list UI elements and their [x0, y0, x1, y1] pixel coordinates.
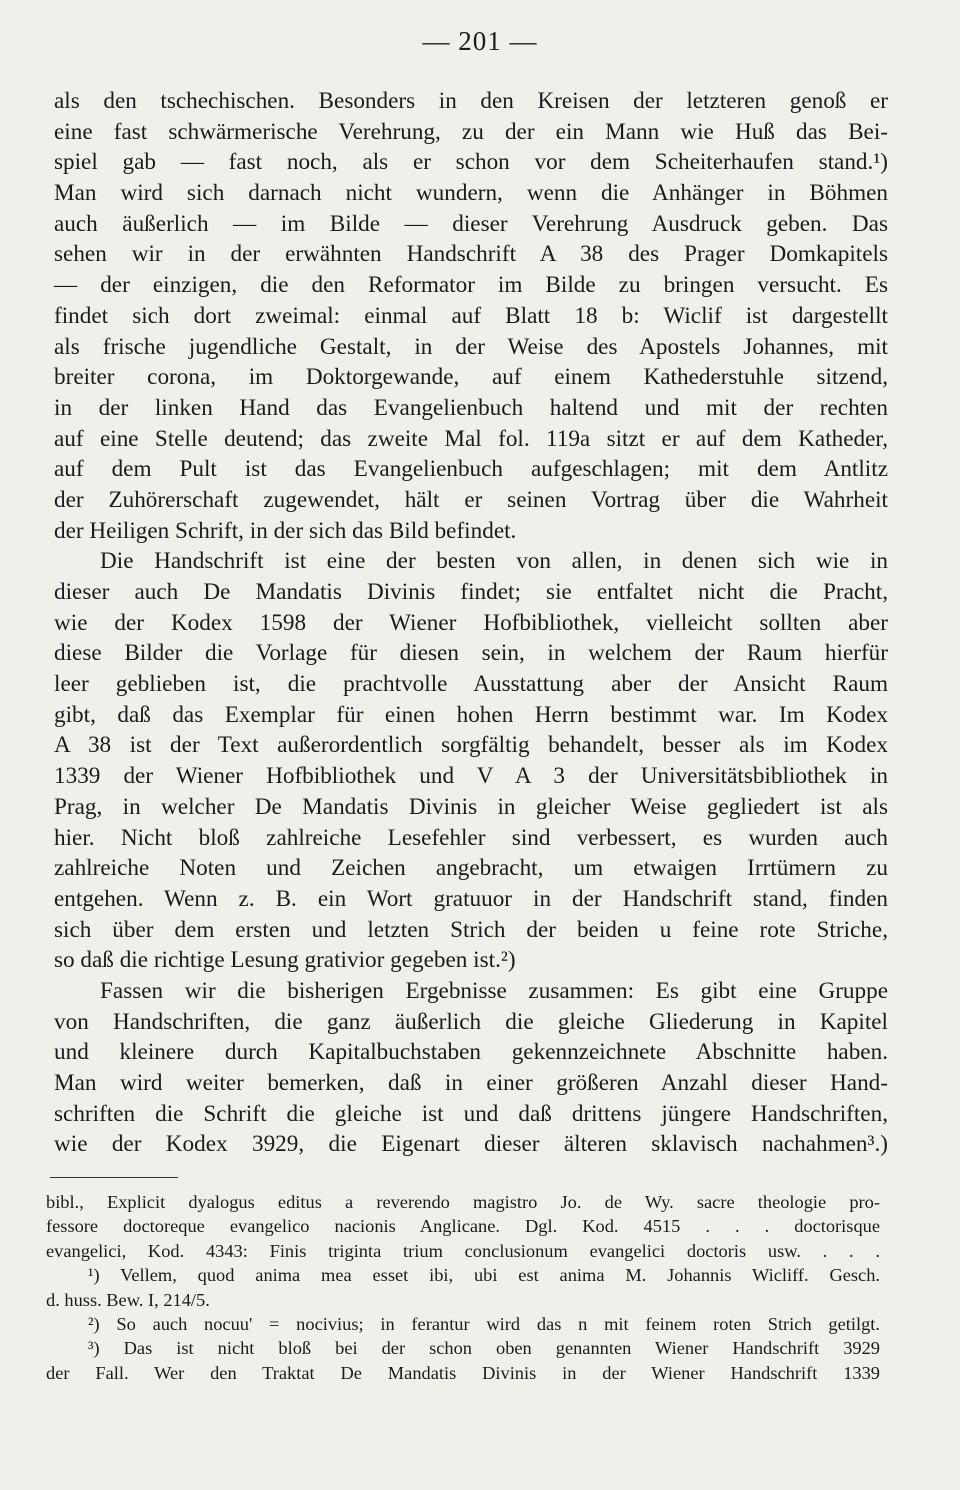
text-line: breiter corona, im Doktorgewande, auf einem Kathederstuhle sitzend,: [54, 364, 888, 391]
text-line: A 38 ist der Text außerordentlich sorgfältig behandelt, besser als im Kodex: [54, 732, 888, 759]
text-line: auch äußerlich — im Bilde — dieser Verehrung Ausdruck geben. Das: [54, 210, 888, 237]
text-line: wie der Kodex 3929, die Eigenart dieser älteren sklavisch nachahmen³.): [54, 1131, 888, 1158]
text-line: Fassen wir die bisherigen Ergebnisse zusammen: Es gibt eine Gruppe: [100, 977, 888, 1004]
footnote-line: bibl., Explicit dyalogus editus a reverendo magistro Jo. de Wy. sacre theologie pro-: [46, 1192, 880, 1212]
text-line: — der einzigen, die den Reformator im Bilde zu bringen versucht. Es: [54, 272, 888, 299]
body-text: [54, 86, 888, 1160]
footnote-line: der Fall. Wer den Traktat De Mandatis Divinis in der Wiener Handschrift 1339: [46, 1362, 880, 1383]
text-line: findet sich dort zweimal: einmal auf Blatt 18 b: Wiclif ist dargestellt: [54, 302, 888, 329]
text-line: entgehen. Wenn z. B. ein Wort gratuuor in der Handschrift stand, finden: [54, 885, 888, 912]
page-number: — 201 —: [422, 26, 538, 56]
text-line: und kleinere durch Kapitalbuchstaben gekennzeichnete Abschnitte haben.: [54, 1039, 888, 1066]
text-line: sehen wir in der erwähnten Handschrift A 38 des Prager Domkapitels: [54, 241, 888, 268]
footnote-line: ³) Das ist nicht bloß bei der schon oben genannten Wiener Handschrift 3929: [88, 1338, 880, 1359]
text-line: 1339 der Wiener Hofbibliothek und V A 3 der Universitätsbibliothek in: [54, 763, 888, 790]
footnotes: [46, 1190, 880, 1385]
text-line: als frische jugendliche Gestalt, in der Weise des Apostels Johannes, mit: [54, 333, 888, 360]
text-line: von Handschriften, die ganz äußerlich die gleiche Gliederung in Kapitel: [54, 1008, 888, 1035]
text-line: diese Bilder die Vorlage für diesen sein, in welchem der Raum hierfür: [54, 640, 888, 667]
text-line: als den tschechischen. Besonders in den Kreisen der letzteren genoß er: [54, 88, 888, 114]
text-line: Man wird weiter bemerken, daß in einer größeren Anzahl dieser Hand-: [54, 1070, 888, 1096]
text-line: Die Handschrift ist eine der besten von allen, in denen sich wie in: [100, 548, 888, 575]
text-line: der Heiligen Schrift, in der sich das Bild befindet.: [54, 517, 517, 544]
text-line: sich über dem ersten und letzten Strich der beiden u feine rote Striche,: [54, 916, 888, 943]
text-line: hier. Nicht bloß zahlreiche Lesefehler sind verbessert, es wurden auch: [54, 824, 888, 851]
footnote-line: d. huss. Bew. I, 214/5.: [46, 1289, 210, 1310]
text-line: Man wird sich darnach nicht wundern, wenn die Anhänger in Böhmen: [54, 180, 888, 207]
text-line: wie der Kodex 1598 der Wiener Hofbibliothek, vielleicht sollten aber: [54, 609, 888, 636]
footnote-line: fessore doctoreque evangelico nacionis Anglicane. Dgl. Kod. 4515 . . . doctorisque: [46, 1216, 880, 1237]
text-line: in der linken Hand das Evangelienbuch haltend und mit der rechten: [54, 394, 888, 421]
text-line: dieser auch De Mandatis Divinis findet; sie entfaltet nicht die Pracht,: [54, 579, 888, 605]
text-line: Prag, in welcher De Mandatis Divinis in gleicher Weise gegliedert ist als: [54, 793, 888, 820]
text-line: spiel gab — fast noch, als er schon vor dem Scheiterhaufen stand.¹): [54, 149, 888, 176]
footnote-line: evangelici, Kod. 4343: Finis triginta trium conclusionum evangelici doctoris usw. . . .: [46, 1240, 880, 1261]
text-line: eine fast schwärmerische Verehrung, zu der ein Mann wie Huß das Bei-: [54, 118, 888, 145]
text-line: zahlreiche Noten und Zeichen angebracht, um etwaigen Irrtümern zu: [54, 855, 888, 882]
footnote-divider: [50, 1177, 178, 1178]
text-line: gibt, daß das Exemplar für einen hohen Herrn bestimmt war. Im Kodex: [54, 701, 888, 728]
text-line: leer geblieben ist, die prachtvolle Ausstattung aber der Ansicht Raum: [54, 671, 888, 698]
text-line: so daß die richtige Lesung grativior gegeben ist.²): [54, 947, 516, 974]
text-line: auf dem Pult ist das Evangelienbuch aufgeschlagen; mit dem Antlitz: [54, 456, 888, 483]
text-line: der Zuhörerschaft zugewendet, hält er seinen Vortrag über die Wahrheit: [54, 486, 888, 513]
footnote-line: ¹) Vellem, quod anima mea esset ibi, ubi est anima M. Johannis Wicliff. Gesch.: [88, 1265, 880, 1286]
text-line: auf eine Stelle deutend; das zweite Mal fol. 119a sitzt er auf dem Katheder,: [54, 425, 888, 452]
footnote-line: ²) So auch nocuu' = nocivius; in ferantur wird das n mit feinem roten Strich getilgt.: [88, 1313, 880, 1334]
text-line: schriften die Schrift die gleiche ist und daß drittens jüngere Handschriften,: [54, 1100, 888, 1127]
